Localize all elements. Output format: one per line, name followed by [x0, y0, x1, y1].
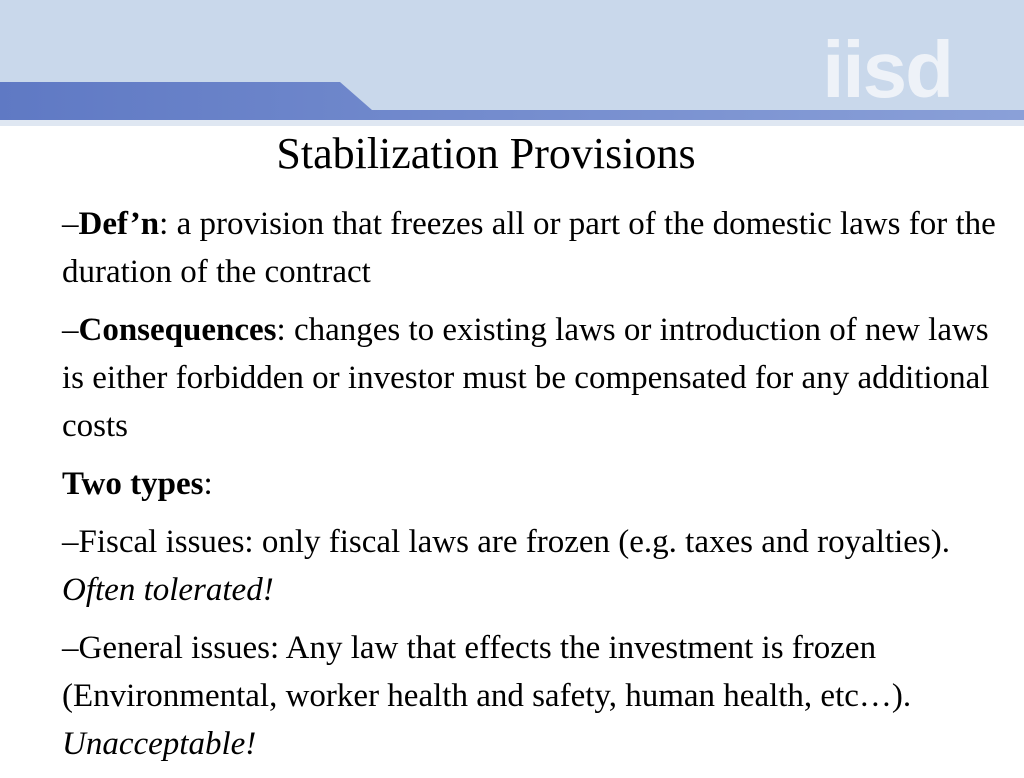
item-text: a provision that freezes all or part of the domestic laws for the duration of the contract	[62, 206, 996, 290]
consequences-item	[62, 306, 1012, 450]
item-text: changes to existing laws or introduction of new laws is either forbidden or investor must be compensated for any additional costs	[62, 312, 990, 444]
item-separator: :	[276, 312, 286, 348]
item-term: Two types	[62, 466, 204, 502]
slide-body	[62, 200, 1012, 778]
item-separator: :	[203, 466, 213, 502]
item-dash: –	[62, 630, 79, 666]
item-dash: –	[62, 524, 79, 560]
item-separator: :	[159, 206, 169, 242]
item-dash: –	[62, 312, 79, 348]
item-text: General issues: Any law that effects the investment is frozen (Environmental, worker health and safety, human health, etc…).	[62, 630, 912, 714]
item-term: Def’n	[78, 206, 160, 242]
item-emphasis: Often tolerated!	[62, 572, 274, 608]
item-dash: –	[62, 206, 79, 242]
general-issues-item	[62, 624, 1012, 768]
header-shadow	[0, 120, 1024, 126]
item-term: Consequences	[78, 312, 277, 348]
definition-item	[62, 200, 1012, 296]
item-text: Fiscal issues: only fiscal laws are frozen (e.g. taxes and royalties).	[78, 524, 950, 560]
iisd-logo: iisd	[822, 25, 952, 114]
two-types-heading	[62, 460, 1012, 508]
item-emphasis: Unacceptable!	[62, 726, 257, 762]
fiscal-issues-item	[62, 518, 1012, 614]
slide-title: Stabilization Provisions	[276, 129, 696, 178]
